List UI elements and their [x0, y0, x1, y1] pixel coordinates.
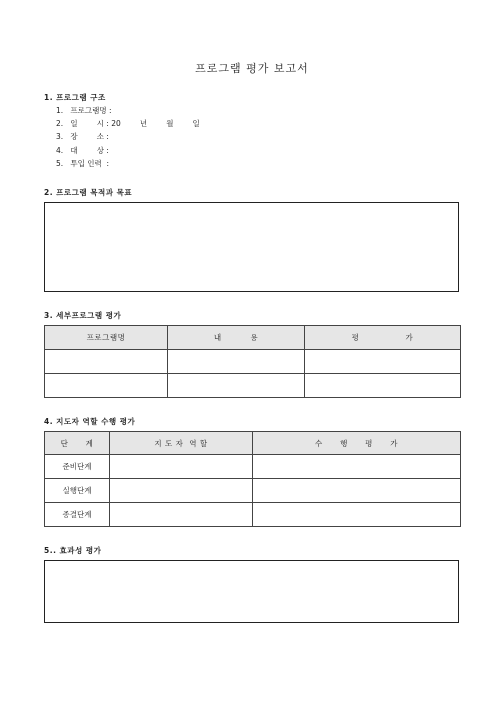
column-header: 수 행 평 가 — [253, 432, 461, 455]
table-cell[interactable] — [45, 374, 168, 398]
column-header: 지 도 자 역 할 — [110, 432, 253, 455]
table-cell[interactable] — [168, 374, 305, 398]
stage-label: 준비단계 — [45, 455, 110, 479]
sub-program-table — [44, 325, 461, 398]
info-number: 1. — [56, 106, 64, 115]
info-item-program-name — [56, 104, 200, 117]
info-number: 4. — [56, 145, 64, 155]
purpose-textbox[interactable] — [44, 202, 459, 292]
table-cell[interactable] — [45, 350, 168, 374]
info-number: 2. — [56, 119, 64, 129]
info-value[interactable]: 20 년 월 일 — [111, 119, 200, 129]
info-item-staff — [56, 157, 200, 170]
stage-label: 실행단계 — [45, 479, 110, 503]
section-heading-sub-program: 3. 세부프로그램 평가 — [44, 311, 122, 320]
table-cell[interactable] — [305, 374, 461, 398]
leader-role-table — [44, 431, 461, 527]
table-cell[interactable] — [110, 503, 253, 527]
stage-label: 종결단계 — [45, 503, 110, 527]
table-row — [45, 503, 461, 527]
table-cell[interactable] — [253, 455, 461, 479]
table-cell[interactable] — [110, 455, 253, 479]
table-cell[interactable] — [110, 479, 253, 503]
table-row — [45, 350, 461, 374]
info-number: 3. — [56, 132, 64, 142]
info-label: 일 시 : — [70, 119, 109, 129]
table-row — [45, 374, 461, 398]
section-heading-leader-role: 4. 지도자 역할 수행 평가 — [44, 417, 136, 426]
table-row — [45, 455, 461, 479]
program-structure-list — [56, 104, 200, 170]
table-cell[interactable] — [305, 350, 461, 374]
column-header: 단 계 — [45, 432, 110, 455]
section-heading-purpose: 2. 프로그램 목적과 목표 — [44, 188, 133, 197]
info-item-place — [56, 130, 200, 143]
table-cell[interactable] — [253, 479, 461, 503]
info-number: 5. — [56, 158, 64, 168]
info-label: 프로그램명 : — [70, 106, 112, 115]
column-header: 프로그램명 — [45, 326, 168, 350]
table-cell[interactable] — [168, 350, 305, 374]
document-title: 프로그램 평가 보고서 — [195, 62, 309, 75]
info-label: 장 소 : — [70, 132, 109, 142]
section-heading-structure: 1. 프로그램 구조 — [44, 93, 106, 102]
info-label: 대 상 : — [70, 145, 109, 155]
info-label: 투입 인력 : — [70, 158, 110, 168]
info-item-target — [56, 144, 200, 157]
table-row — [45, 479, 461, 503]
table-cell[interactable] — [253, 503, 461, 527]
column-header: 내 용 — [168, 326, 305, 350]
info-item-datetime — [56, 117, 200, 130]
effectiveness-textbox[interactable] — [44, 560, 459, 623]
column-header: 평 가 — [305, 326, 461, 350]
section-heading-effectiveness: 5.. 효과성 평가 — [44, 546, 102, 555]
